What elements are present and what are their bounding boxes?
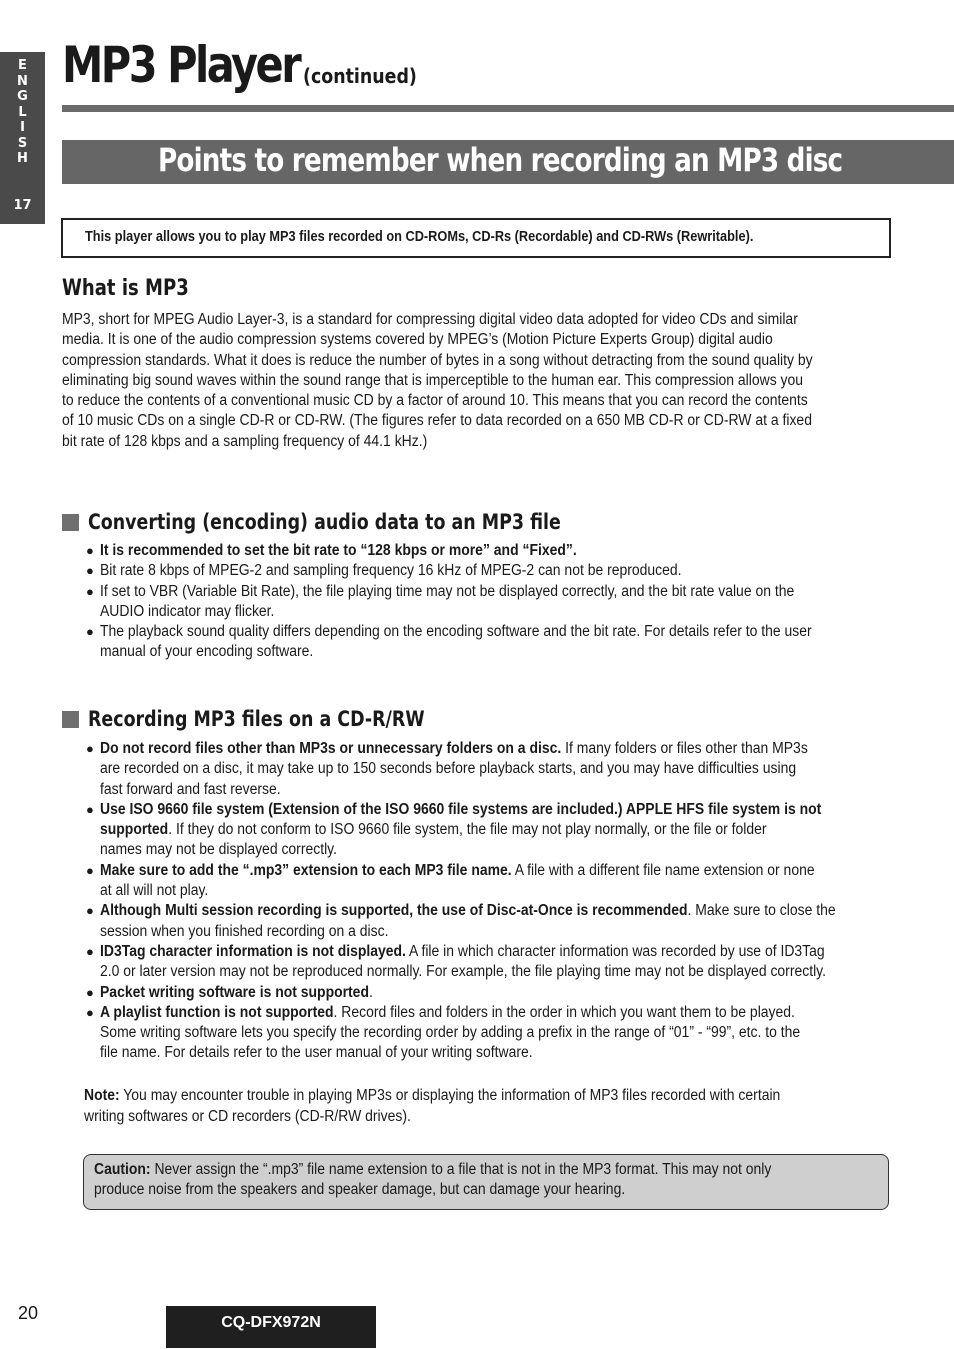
bullet-bold-text: It is recommended to set the bit rate to “128 kbps or more” and “Fixed”. bbox=[100, 542, 577, 559]
bullet-regular-text: at all will not play. bbox=[100, 882, 209, 900]
bullet-text bbox=[100, 901, 836, 921]
bullet-text bbox=[100, 1043, 533, 1063]
bullet-regular-text: manual of your encoding software. bbox=[100, 643, 314, 661]
language-tab bbox=[0, 52, 45, 224]
bullet-dot-icon: ● bbox=[86, 903, 94, 919]
page-title-main: MP3 Player bbox=[62, 36, 300, 94]
bullet-text bbox=[100, 602, 274, 622]
caution-text: produce noise from the speakers and speaker damage, but can damage your hearing. bbox=[94, 1181, 626, 1198]
note-label: Note: bbox=[84, 1087, 120, 1104]
bullet-text bbox=[100, 759, 796, 779]
bullet-dot-icon: ● bbox=[86, 984, 94, 1000]
language-letter: E bbox=[18, 58, 27, 73]
bullet-dot-icon: ● bbox=[86, 862, 94, 878]
bullet-regular-text: A file in which character information was recorded by use of ID3Tag bbox=[405, 942, 825, 960]
bullet-bold-text: Do not record files other than MP3s or unnecessary folders on a disc. bbox=[100, 740, 562, 757]
bullet-regular-text: fast forward and fast reverse. bbox=[100, 780, 281, 798]
bullet-regular-text: are recorded on a disc, it may take up to 150 seconds before playback starts, and you may have difficulties using bbox=[100, 760, 797, 778]
section-square-icon bbox=[62, 514, 79, 531]
recording-heading bbox=[62, 707, 494, 731]
bullet-text bbox=[100, 541, 577, 561]
page-title bbox=[62, 36, 417, 94]
body-line: compression standards. What it does is reduce the number of bytes in a song without detracting from the sound quality by bbox=[62, 351, 813, 369]
model-badge: CQ-DFX972N bbox=[166, 1306, 376, 1348]
bullet-regular-text: If set to VBR (Variable Bit Rate), the file playing time may not be displayed correctly, and the bit rate value on the bbox=[100, 582, 795, 600]
title-divider bbox=[62, 105, 954, 112]
bullet-text bbox=[100, 861, 815, 881]
what-is-mp3-body bbox=[62, 310, 896, 452]
bullet-text bbox=[100, 780, 281, 800]
bullet-text bbox=[100, 942, 825, 962]
caution-box bbox=[83, 1154, 889, 1210]
bullet-dot-icon: ● bbox=[86, 943, 94, 959]
bullet-bold-text: A playlist function is not supported bbox=[100, 1003, 334, 1021]
bullet-regular-text: . Record files and folders in the order in which you want them to be played. bbox=[333, 1003, 795, 1021]
language-letter: N bbox=[17, 73, 28, 89]
bullet-regular-text: names may not be displayed correctly. bbox=[100, 841, 338, 859]
bullet-text bbox=[100, 582, 794, 602]
bullet-regular-text: The playback sound quality differs depending on the encoding software and the bit rate. For details refer to the user bbox=[100, 623, 812, 641]
language-letters bbox=[0, 52, 45, 167]
bullet-text bbox=[100, 922, 388, 942]
bullet-bold-text: Packet writing software is not supported bbox=[100, 983, 369, 1001]
body-line: of 10 music CDs on a single CD-R or CD-RW. (The figures refer to data recorded on a 650 MB CD-R or CD-RW at a fixed bbox=[62, 412, 812, 430]
language-letter: H bbox=[17, 151, 28, 166]
bullet-text bbox=[100, 800, 821, 820]
language-letter: G bbox=[17, 89, 28, 104]
bullet-text bbox=[100, 983, 373, 1003]
bullet-regular-text: Some writing software lets you specify the recording order by adding a prefix in the range of “01” - “99”, etc. to the bbox=[100, 1024, 801, 1042]
intro-box bbox=[61, 218, 891, 258]
bullet-regular-text: If many folders or files other than MP3s bbox=[561, 740, 808, 757]
caution-label: Caution: bbox=[94, 1161, 151, 1178]
bullet-text bbox=[100, 840, 337, 860]
body-line: bit rate of 128 kbps and a sampling frequency of 44.1 kHz.) bbox=[62, 432, 428, 450]
language-letter: L bbox=[18, 104, 27, 120]
bullet-bold-text: Although Multi session recording is supported, the use of Disc-at-Once is recommended bbox=[100, 902, 688, 920]
bullet-text bbox=[100, 820, 767, 840]
language-letter: I bbox=[20, 120, 25, 135]
bullet-text bbox=[100, 1003, 795, 1023]
section-square-icon bbox=[62, 711, 79, 728]
note-text: writing softwares or CD recorders (CD-R/RW drives). bbox=[84, 1108, 411, 1125]
section-banner bbox=[62, 140, 954, 184]
caution-text: Never assign the “.mp3” file name extension to a file that is not in the MP3 format. This may not only bbox=[150, 1161, 772, 1178]
body-line: media. It is one of the audio compression systems covered by MPEG’s (Motion Picture Experts Group) digital audio bbox=[62, 331, 773, 349]
bullet-regular-text: . If they do not conform to ISO 9660 file system, the file may not play normally, or the file or folder bbox=[168, 821, 767, 839]
bullet-regular-text: A file with a different file name extension or none bbox=[511, 861, 815, 879]
bullet-bold-text: ID3Tag character information is not displayed. bbox=[100, 942, 406, 960]
what-is-mp3-heading: What is MP3 bbox=[62, 276, 189, 301]
body-line: MP3, short for MPEG Audio Layer-3, is a standard for compressing digital video data adopted for video CDs and similar bbox=[62, 311, 798, 328]
body-line: to reduce the contents of a conventional music CD by a factor of around 10. This means that you can record the contents bbox=[62, 392, 808, 410]
bullet-text bbox=[100, 1023, 800, 1043]
bullet-bold-text: Use ISO 9660 file system (Extension of the ISO 9660 file systems are included.) APPLE HFS file system is not bbox=[100, 800, 822, 818]
bullet-dot-icon: ● bbox=[86, 543, 94, 558]
note bbox=[84, 1085, 858, 1127]
bullet-text bbox=[100, 739, 808, 759]
bullet-text bbox=[100, 622, 812, 642]
bullet-bold-text: Make sure to add the “.mp3” extension to each MP3 file name. bbox=[100, 861, 512, 879]
converting-heading bbox=[62, 510, 658, 534]
bullet-regular-text: AUDIO indicator may flicker. bbox=[100, 602, 275, 620]
bullet-regular-text: . bbox=[368, 983, 373, 1001]
bullet-dot-icon: ● bbox=[86, 741, 94, 756]
bullet-regular-text: file name. For details refer to the user manual of your writing software. bbox=[100, 1044, 533, 1062]
bullet-bold-text: supported bbox=[100, 821, 169, 839]
body-line: eliminating big sound waves within the sound range that is imperceptible to the human ear. This compression allows you bbox=[62, 371, 804, 389]
bullet-text bbox=[100, 561, 682, 581]
section-page-number: 17 bbox=[13, 198, 32, 213]
bullet-text bbox=[100, 881, 208, 901]
language-letter: S bbox=[17, 135, 28, 151]
recording-heading-text: Recording MP3 files on a CD-R/RW bbox=[88, 707, 425, 731]
section-banner-title: Points to remember when recording an MP3 disc bbox=[158, 141, 843, 179]
bullet-regular-text: Bit rate 8 kbps of MPEG-2 and sampling frequency 16 kHz of MPEG-2 can not be reproduced. bbox=[100, 562, 682, 580]
note-text: You may encounter trouble in playing MP3s or displaying the information of MP3 files recorded with certain bbox=[119, 1087, 781, 1104]
bullet-text bbox=[100, 962, 826, 982]
converting-heading-text: Converting (encoding) audio data to an MP3 file bbox=[88, 510, 561, 534]
bullet-regular-text: session when you finished recording on a disc. bbox=[100, 922, 389, 940]
bullet-dot-icon: ● bbox=[86, 563, 94, 579]
bullet-text bbox=[100, 642, 313, 662]
bullet-regular-text: . Make sure to close the bbox=[687, 902, 836, 920]
bullet-dot-icon: ● bbox=[86, 583, 94, 599]
bullet-dot-icon: ● bbox=[86, 801, 94, 817]
bullet-regular-text: 2.0 or later version may not be reproduced normally. For example, the file playing time may not be displayed correctly. bbox=[100, 963, 827, 981]
page-title-continued: (continued) bbox=[303, 64, 417, 88]
intro-text: This player allows you to play MP3 files recorded on CD-ROMs, CD-Rs (Recordable) and CD-RWs (Rewritable). bbox=[85, 229, 754, 245]
bullet-dot-icon: ● bbox=[86, 624, 94, 640]
bullet-dot-icon: ● bbox=[86, 1004, 94, 1020]
page-number: 20 bbox=[18, 1303, 39, 1323]
